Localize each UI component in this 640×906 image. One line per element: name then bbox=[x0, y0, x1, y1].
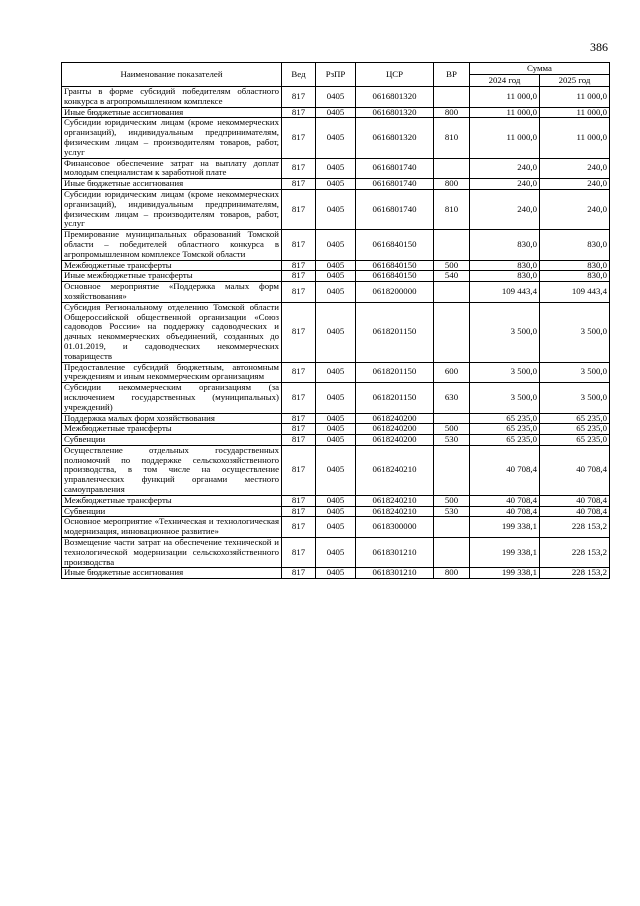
row-sum-2025: 11 000,0 bbox=[540, 107, 610, 118]
row-name: Поддержка малых форм хозяйствования bbox=[62, 413, 282, 424]
row-vr: 500 bbox=[434, 424, 470, 435]
row-sum-2024: 240,0 bbox=[470, 189, 540, 229]
row-csr: 0618240200 bbox=[356, 424, 434, 435]
table-row bbox=[62, 506, 610, 517]
table-row bbox=[62, 118, 610, 158]
table-row bbox=[62, 179, 610, 190]
row-sum-2025: 830,0 bbox=[540, 271, 610, 282]
row-csr: 0618201150 bbox=[356, 362, 434, 383]
row-rzpr: 0405 bbox=[316, 158, 356, 179]
table-row bbox=[62, 538, 610, 568]
header-rzpr: РзПР bbox=[316, 63, 356, 87]
header-ved: Вед bbox=[282, 63, 316, 87]
row-rzpr: 0405 bbox=[316, 568, 356, 579]
row-name: Иные межбюджетные трансферты bbox=[62, 271, 282, 282]
row-vr bbox=[434, 230, 470, 260]
row-name: Основное мероприятие «Техническая и технологическая модернизация, инновационное развитие» bbox=[62, 517, 282, 538]
row-ved: 817 bbox=[282, 424, 316, 435]
row-name: Субвенции bbox=[62, 506, 282, 517]
row-csr: 0616801740 bbox=[356, 179, 434, 190]
row-sum-2024: 3 500,0 bbox=[470, 362, 540, 383]
row-csr: 0616840150 bbox=[356, 230, 434, 260]
page-number: 386 bbox=[590, 40, 608, 54]
row-name: Межбюджетные трансферты bbox=[62, 495, 282, 506]
budget-table bbox=[61, 62, 610, 579]
row-sum-2025: 3 500,0 bbox=[540, 383, 610, 413]
row-rzpr: 0405 bbox=[316, 230, 356, 260]
row-sum-2025: 830,0 bbox=[540, 260, 610, 271]
row-vr: 530 bbox=[434, 435, 470, 446]
row-ved: 817 bbox=[282, 271, 316, 282]
row-sum-2024: 830,0 bbox=[470, 271, 540, 282]
row-vr bbox=[434, 538, 470, 568]
table-body bbox=[62, 87, 610, 579]
row-vr: 600 bbox=[434, 362, 470, 383]
row-rzpr: 0405 bbox=[316, 435, 356, 446]
table-row bbox=[62, 87, 610, 108]
row-rzpr: 0405 bbox=[316, 271, 356, 282]
row-sum-2024: 240,0 bbox=[470, 158, 540, 179]
row-rzpr: 0405 bbox=[316, 413, 356, 424]
row-vr bbox=[434, 517, 470, 538]
table-row bbox=[62, 383, 610, 413]
row-csr: 0616801740 bbox=[356, 189, 434, 229]
row-vr bbox=[434, 413, 470, 424]
row-sum-2024: 109 443,4 bbox=[470, 282, 540, 303]
row-ved: 817 bbox=[282, 538, 316, 568]
row-name: Основное мероприятие «Поддержка малых форм хозяйствования» bbox=[62, 282, 282, 303]
row-ved: 817 bbox=[282, 517, 316, 538]
row-rzpr: 0405 bbox=[316, 118, 356, 158]
row-rzpr: 0405 bbox=[316, 302, 356, 362]
row-rzpr: 0405 bbox=[316, 538, 356, 568]
row-sum-2024: 830,0 bbox=[470, 260, 540, 271]
row-ved: 817 bbox=[282, 568, 316, 579]
row-sum-2025: 3 500,0 bbox=[540, 302, 610, 362]
row-sum-2024: 65 235,0 bbox=[470, 413, 540, 424]
header-name: Наименование показателей bbox=[62, 63, 282, 87]
row-sum-2024: 40 708,4 bbox=[470, 445, 540, 495]
row-sum-2025: 228 153,2 bbox=[540, 538, 610, 568]
row-rzpr: 0405 bbox=[316, 189, 356, 229]
row-rzpr: 0405 bbox=[316, 506, 356, 517]
row-rzpr: 0405 bbox=[316, 383, 356, 413]
table-row bbox=[62, 302, 610, 362]
row-sum-2025: 240,0 bbox=[540, 158, 610, 179]
row-name: Иные бюджетные ассигнования bbox=[62, 568, 282, 579]
table-row bbox=[62, 271, 610, 282]
row-ved: 817 bbox=[282, 362, 316, 383]
row-rzpr: 0405 bbox=[316, 445, 356, 495]
table-row bbox=[62, 230, 610, 260]
row-rzpr: 0405 bbox=[316, 424, 356, 435]
row-csr: 0618300000 bbox=[356, 517, 434, 538]
row-sum-2025: 830,0 bbox=[540, 230, 610, 260]
row-sum-2025: 228 153,2 bbox=[540, 517, 610, 538]
row-sum-2025: 11 000,0 bbox=[540, 118, 610, 158]
row-rzpr: 0405 bbox=[316, 87, 356, 108]
row-vr: 810 bbox=[434, 118, 470, 158]
row-vr: 530 bbox=[434, 506, 470, 517]
table-row bbox=[62, 260, 610, 271]
header-vr: ВР bbox=[434, 63, 470, 87]
row-vr: 630 bbox=[434, 383, 470, 413]
row-sum-2025: 11 000,0 bbox=[540, 87, 610, 108]
row-ved: 817 bbox=[282, 383, 316, 413]
row-csr: 0618301210 bbox=[356, 568, 434, 579]
row-vr bbox=[434, 87, 470, 108]
row-csr: 0616801320 bbox=[356, 118, 434, 158]
row-rzpr: 0405 bbox=[316, 107, 356, 118]
row-name: Иные бюджетные ассигнования bbox=[62, 179, 282, 190]
row-vr bbox=[434, 158, 470, 179]
row-name: Гранты в форме субсидий победителям областного конкурса в агропромышленном комплексе bbox=[62, 87, 282, 108]
row-vr: 500 bbox=[434, 260, 470, 271]
row-sum-2024: 3 500,0 bbox=[470, 302, 540, 362]
row-sum-2025: 228 153,2 bbox=[540, 568, 610, 579]
row-name: Финансовое обеспечение затрат на выплату доплат молодым специалистам к заработной плате bbox=[62, 158, 282, 179]
row-csr: 0618201150 bbox=[356, 383, 434, 413]
row-csr: 0616801740 bbox=[356, 158, 434, 179]
row-csr: 0616801320 bbox=[356, 107, 434, 118]
row-ved: 817 bbox=[282, 495, 316, 506]
table-row bbox=[62, 424, 610, 435]
table-row bbox=[62, 158, 610, 179]
row-sum-2025: 3 500,0 bbox=[540, 362, 610, 383]
row-vr bbox=[434, 445, 470, 495]
row-csr: 0618301210 bbox=[356, 538, 434, 568]
header-sum: Сумма bbox=[470, 63, 610, 75]
table-header bbox=[62, 63, 610, 87]
row-sum-2024: 3 500,0 bbox=[470, 383, 540, 413]
row-sum-2024: 11 000,0 bbox=[470, 87, 540, 108]
row-ved: 817 bbox=[282, 282, 316, 303]
row-ved: 817 bbox=[282, 445, 316, 495]
row-name: Межбюджетные трансферты bbox=[62, 424, 282, 435]
row-ved: 817 bbox=[282, 87, 316, 108]
header-csr: ЦСР bbox=[356, 63, 434, 87]
row-sum-2025: 40 708,4 bbox=[540, 495, 610, 506]
row-ved: 817 bbox=[282, 179, 316, 190]
row-vr: 540 bbox=[434, 271, 470, 282]
row-sum-2024: 40 708,4 bbox=[470, 506, 540, 517]
table-row bbox=[62, 107, 610, 118]
row-sum-2024: 40 708,4 bbox=[470, 495, 540, 506]
row-name: Субсидия Региональному отделению Томской области Общероссийской общественной организации «Союз садоводов России» на поддержку садоводческих и дачных некоммерческих объединений, созданных до 01.01.2019, и садоводческих некоммерческих товариществ bbox=[62, 302, 282, 362]
row-csr: 0616840150 bbox=[356, 260, 434, 271]
row-sum-2024: 65 235,0 bbox=[470, 435, 540, 446]
row-ved: 817 bbox=[282, 118, 316, 158]
row-vr: 800 bbox=[434, 179, 470, 190]
row-ved: 817 bbox=[282, 230, 316, 260]
row-ved: 817 bbox=[282, 302, 316, 362]
row-rzpr: 0405 bbox=[316, 517, 356, 538]
row-csr: 0616840150 bbox=[356, 271, 434, 282]
row-sum-2025: 40 708,4 bbox=[540, 506, 610, 517]
row-csr: 0618240210 bbox=[356, 445, 434, 495]
row-name: Предоставление субсидий бюджетным, автономным учреждениям и иным некоммерческим организациям bbox=[62, 362, 282, 383]
table-row bbox=[62, 362, 610, 383]
row-vr: 500 bbox=[434, 495, 470, 506]
row-vr: 800 bbox=[434, 107, 470, 118]
row-name: Субсидии некоммерческим организациям (за исключением государственных (муниципальных) учреждений) bbox=[62, 383, 282, 413]
row-vr bbox=[434, 282, 470, 303]
row-csr: 0618201150 bbox=[356, 302, 434, 362]
row-sum-2024: 11 000,0 bbox=[470, 107, 540, 118]
row-sum-2024: 11 000,0 bbox=[470, 118, 540, 158]
row-sum-2025: 65 235,0 bbox=[540, 424, 610, 435]
row-name: Премирование муниципальных образований Томской области – победителей областного конкурса в агропромышленном комплексе Томской области bbox=[62, 230, 282, 260]
row-ved: 817 bbox=[282, 189, 316, 229]
table-row bbox=[62, 517, 610, 538]
row-ved: 817 bbox=[282, 260, 316, 271]
row-sum-2025: 65 235,0 bbox=[540, 435, 610, 446]
row-vr: 800 bbox=[434, 568, 470, 579]
table-row bbox=[62, 568, 610, 579]
row-sum-2024: 240,0 bbox=[470, 179, 540, 190]
table-row bbox=[62, 282, 610, 303]
table-row bbox=[62, 445, 610, 495]
row-rzpr: 0405 bbox=[316, 362, 356, 383]
row-sum-2024: 65 235,0 bbox=[470, 424, 540, 435]
row-sum-2025: 109 443,4 bbox=[540, 282, 610, 303]
row-name: Субсидии юридическим лицам (кроме некоммерческих организаций), индивидуальным предпринимателям, физическим лицам – производителям товаров, работ, услуг bbox=[62, 118, 282, 158]
row-csr: 0616801320 bbox=[356, 87, 434, 108]
row-sum-2024: 199 338,1 bbox=[470, 538, 540, 568]
row-name: Субвенции bbox=[62, 435, 282, 446]
row-sum-2024: 199 338,1 bbox=[470, 568, 540, 579]
row-name: Иные бюджетные ассигнования bbox=[62, 107, 282, 118]
row-csr: 0618240200 bbox=[356, 435, 434, 446]
row-csr: 0618240200 bbox=[356, 413, 434, 424]
row-name: Межбюджетные трансферты bbox=[62, 260, 282, 271]
row-sum-2024: 830,0 bbox=[470, 230, 540, 260]
row-name: Осуществление отдельных государственных полномочий по поддержке сельскохозяйственного производства, в том числе на осуществление управленческих функций органами местного самоуправления bbox=[62, 445, 282, 495]
row-ved: 817 bbox=[282, 506, 316, 517]
row-csr: 0618200000 bbox=[356, 282, 434, 303]
table-row bbox=[62, 189, 610, 229]
row-rzpr: 0405 bbox=[316, 495, 356, 506]
header-year-2025: 2025 год bbox=[540, 75, 610, 87]
row-rzpr: 0405 bbox=[316, 260, 356, 271]
row-name: Субсидии юридическим лицам (кроме некоммерческих организаций), индивидуальным предпринимателям, физическим лицам – производителям товаров, работ, услуг bbox=[62, 189, 282, 229]
row-csr: 0618240210 bbox=[356, 506, 434, 517]
row-sum-2024: 199 338,1 bbox=[470, 517, 540, 538]
table-row bbox=[62, 413, 610, 424]
table-row bbox=[62, 435, 610, 446]
table-row bbox=[62, 495, 610, 506]
row-sum-2025: 65 235,0 bbox=[540, 413, 610, 424]
row-sum-2025: 40 708,4 bbox=[540, 445, 610, 495]
row-vr: 810 bbox=[434, 189, 470, 229]
row-sum-2025: 240,0 bbox=[540, 179, 610, 190]
row-name: Возмещение части затрат на обеспечение технической и технологической модернизации сельскохозяйственного производства bbox=[62, 538, 282, 568]
row-rzpr: 0405 bbox=[316, 282, 356, 303]
row-vr bbox=[434, 302, 470, 362]
row-sum-2025: 240,0 bbox=[540, 189, 610, 229]
row-ved: 817 bbox=[282, 158, 316, 179]
row-csr: 0618240210 bbox=[356, 495, 434, 506]
header-year-2024: 2024 год bbox=[470, 75, 540, 87]
row-ved: 817 bbox=[282, 435, 316, 446]
row-rzpr: 0405 bbox=[316, 179, 356, 190]
row-ved: 817 bbox=[282, 413, 316, 424]
row-ved: 817 bbox=[282, 107, 316, 118]
